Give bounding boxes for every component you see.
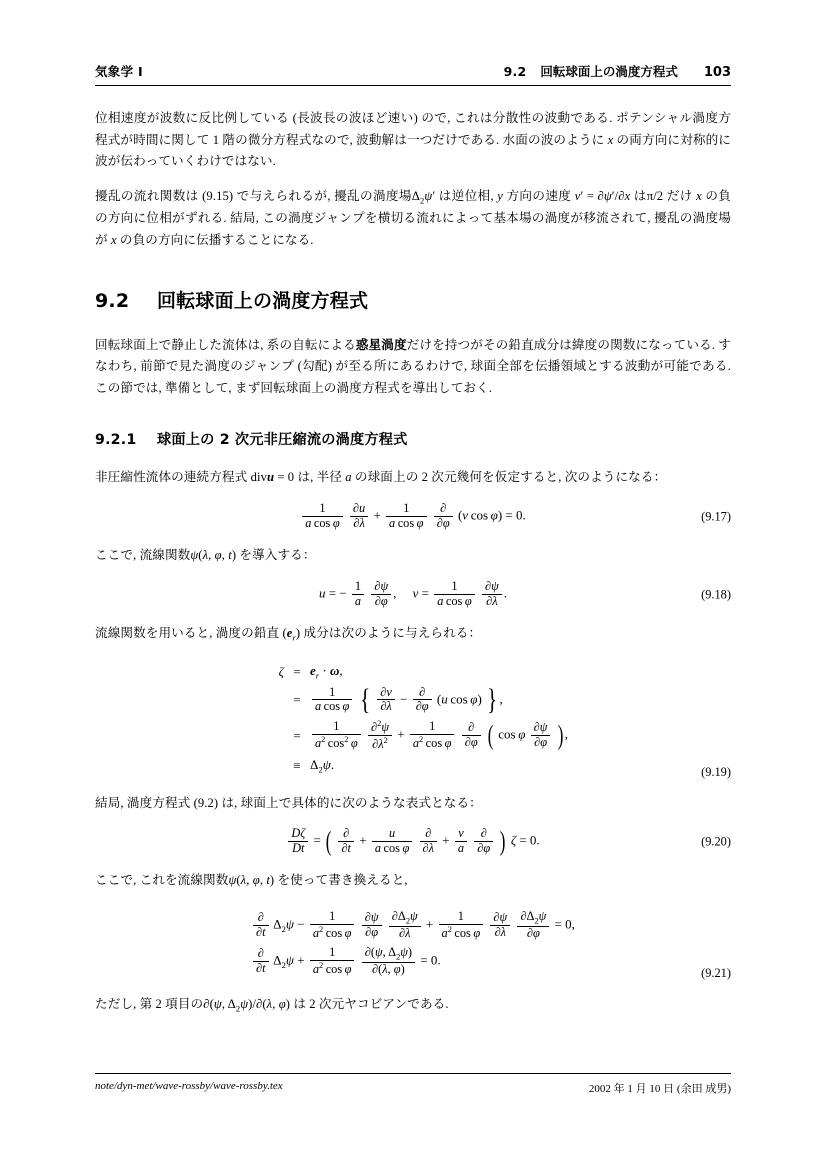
- equation-9-19-line-1: ζ = $e_r \cdot \omega$,: [278, 663, 343, 681]
- equation-9-20-number: (9.20): [701, 834, 731, 849]
- equation-9-21: [95, 905, 731, 981]
- equation-9-18-body: u = − $\frac{1}{a}$ $\frac{\partial\psi}{\partial\varphi}$ , v = $\frac{1}{\text{a cos φ}}$ $\frac{\partial\psi}{\partial\lambda}$ .: [319, 578, 507, 608]
- subsection-heading-number: 9.2.1: [95, 432, 137, 449]
- header-section-title: 回転球面上の渦度方程式: [540, 64, 678, 79]
- equation-9-18: [95, 580, 731, 610]
- page-content: [95, 62, 731, 1030]
- paragraph-9: ただし, 第 2 項目の∂(ψ, $\Delta_2\psi)/\partial(\lambda$, φ) は 2 次元ヤコビアンである.: [95, 997, 449, 1014]
- subsection-heading: [95, 429, 731, 449]
- section-heading-title: 回転球面上の渦度方程式: [157, 289, 369, 312]
- equation-9-19-number: (9.19): [701, 764, 731, 779]
- equation-9-18-number: (9.18): [701, 587, 731, 602]
- equation-9-17-number: (9.17): [701, 509, 731, 524]
- page-footer: [95, 1073, 731, 1096]
- paragraph-8: ここで, これを流線関数ψ(λ, φ, t) を使って書き換えると,: [95, 873, 408, 888]
- equation-9-20-body: $\frac{D\zeta}{Dt}$ = ( $\frac{\partial}{\partial t}$ + $\frac{u}{\text{a cos φ}}$ $\frac{\partial}{\partial\lambda}$ + $\frac{v}{a}$ $\frac{\partial}{\partial\varphi}$ ) ζ = 0.: [95, 827, 731, 856]
- equation-9-19: [95, 658, 731, 780]
- section-heading: [95, 286, 731, 313]
- footer-source-path: note/dyn-met/wave-rossby/wave-rossby.tex: [95, 1080, 283, 1092]
- header-page-number: 103: [703, 65, 731, 80]
- equation-9-17: [95, 502, 731, 532]
- paragraph-4: 非圧縮性流体の連続方程式 divu = 0 は, 半径 a の球面上の 2 次元幾何を仮定すると, 次のようになる：: [95, 470, 667, 485]
- paragraph-1: 位相速度が波数に反比例している (長波長の波ほど速い) ので, これは分散性の波動である. ポテンシャル渦度方程式が時間に関して 1 階の微分方程式なので, 波動解は一つだけである. 水面の波のように x の両方向に対称的に波が伝わっていくわけではない.: [95, 111, 731, 169]
- header-right-group: [504, 62, 731, 80]
- paragraph-2: 擾乱の流れ関数は (9.15) で与えられるが, 擾乱の渦度場$\Delta_2\psi'$ は逆位相, y 方向の速度 v′ = ∂ψ′/∂x はπ/2 だけ x の負の方向に位相がずれる. 結局, この渦度ジャンプを横切る流れによって基本場の渦度が移流されて, 擾乱の渦度場が x の負の方向に伝播することになる.: [95, 188, 731, 247]
- equation-9-21-line-1: $\frac{\partial}{\partial t}$ $\Delta_2\psi$ − $\frac{1}{a^2 \cos \varphi}$ $\frac{\partial\psi}{\partial\varphi}$ $\frac{\partial\Delta_2\psi}{\partial\lambda}$ + $\frac{1}{a^2 \cos \varphi}$ $\frac{\partial\psi}{\partial\lambda}$ $\frac{\partial\Delta_2\psi}{\partial\varphi}$ = 0,: [251, 910, 575, 941]
- paragraph-6: 流線関数を用いると, 渦度の鉛直 $(e_r)$ 成分は次のように与えられる：: [95, 625, 482, 643]
- running-header: [95, 62, 731, 86]
- equation-9-19-line-3: = $\frac{1}{a^2 \cos^2 \varphi}$ $\frac{\partial^2\psi}{\partial\lambda^2}$ + $\frac{1}{a^2 \cos \varphi}$ $\frac{\partial}{\partial\varphi}$ ( cos φ $\frac{\partial\psi}{\partial\varphi}$ ) ,: [293, 719, 569, 752]
- subsection-heading-title: 球面上の 2 次元非圧縮流の渦度方程式: [157, 432, 408, 449]
- equation-9-19-line-2: = $\frac{1}{\text{a cos φ}}$ { $\frac{\partial v}{\partial\lambda}$ − $\frac{\partial}{\partial\varphi}$ (u cos φ) } ,: [293, 682, 503, 716]
- header-book-title: 気象学 I: [95, 64, 144, 79]
- footer-date: 2002 年 1 月 10 日 (余田 成男): [588, 1083, 731, 1095]
- section-heading-number: 9.2: [95, 289, 130, 312]
- equation-9-17-body: $\frac{1}{\text{a cos φ}}$ $\frac{\partial u}{\partial\lambda}$ + $\frac{1}{\text{a cos φ}}$ $\frac{\partial}{\partial\varphi}$ (v cos φ) = 0.: [95, 502, 731, 531]
- header-section-number: 9.2: [503, 64, 527, 79]
- equation-9-19-line-4: ≡ $\Delta_2\psi$.: [293, 757, 335, 775]
- paragraph-5: ここで, 流線関数ψ(λ, φ, t) を導入する：: [95, 548, 316, 563]
- equation-9-20: [95, 827, 731, 857]
- equation-9-21-body: [95, 905, 731, 981]
- paragraph-3: 回転球面上で静止した流体は, 系の自転による惑星渦度だけを持つがその鉛直成分は緯度の関数になっている. すなわち, 前節で見た渦度のジャンプ (勾配) が至る所にあるわけで, 球面全部を伝播領域とする波動が可能である. この節では, 準備として, まず回転球面上の渦度方程式を導出しておく.: [95, 337, 731, 395]
- equation-9-21-number: (9.21): [701, 966, 731, 981]
- equation-9-21-line-2: $\frac{\partial}{\partial t}$ $\Delta_2\psi$ + $\frac{1}{a^2 \cos \varphi}$ $\frac{\partial(\psi, \Delta_2\psi)}{\partial(\lambda, \varphi)}$ = 0.: [251, 946, 575, 977]
- paragraph-7: 結局, 渦度方程式 (9.2) は, 球面上で具体的に次のような表式となる：: [95, 795, 482, 810]
- equation-9-19-body: [95, 658, 731, 780]
